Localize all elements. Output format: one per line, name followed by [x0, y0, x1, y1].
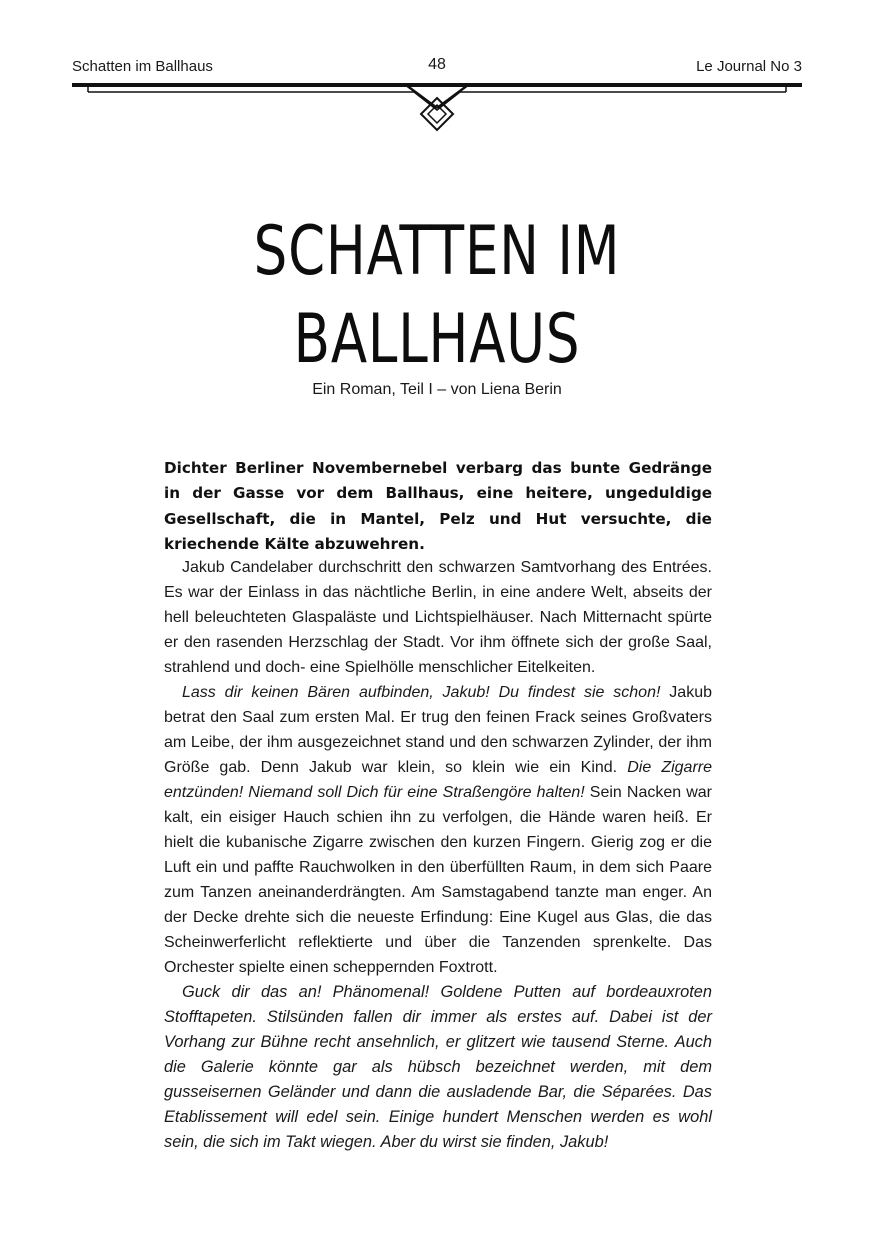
narration-1: Jakub betrat den Saal zum ersten Mal. Er trug den feinen Frack seines Großvaters am Leibe, der ihm ausgezeichnet stand und den schwarzen Zylinder, der ihm Größe gab. Denn Jakub war klein, so klein wie ein Kind. [164, 684, 712, 776]
title-line-1: SCHATTEN IM [253, 212, 621, 291]
narration-2: Sein Nacken war kalt, ein eisiger Hauch schien ihn zu verfolgen, die Hände waren heiß. Er hielt die kubanische Zigarre zwischen den kurzen Fingern. Gierig zog er die Luft ein und paffte Rauchwolken in den überfüllten Raum, in dem sich Paare zum Tanzen aneinanderdrängten. Am Samstagabend tanzte man enger. An der Decke drehte sich die neueste Erfindung: Eine Kugel aus Glas, die das Scheinwerferlicht reflektierte und über die Tanzenden sprenkelte. Das Orchester spielte einen scheppernden Foxtrott. [164, 784, 713, 976]
body-paragraph-3: Guck dir das an! Phänomenal! Goldene Putten auf bordeauxroten Stofftapeten. Stilsünden fallen dir immer als erstes auf. Dabei ist der Vorhang zur Bühne recht ansehnlich, er glitzert wie tausend Sterne. Auch die Galerie könnte gar als hübsch bezeichnet werden, mit dem gusseisernen Geländer und dann die ausladende Bar, die Séparées. Das Etablissement will edel sein. Einige hundert Menschen werden es wohl sein, die sich im Takt wiegen. Aber du wirst sie finden, Jakub! [164, 983, 712, 1151]
body-paragraph-1: Jakub Candelaber durchschritt den schwarzen Samtvorhang des Entrées. Es war der Einlass in das nächtliche Berlin, in eine andere Welt, abseits der hell beleuchteten Glaspaläste und Lichtspielhäuser. Nach Mitternacht spürte er den rasenden Herzschlag der Stadt. Vor ihm öffnete sich der große Saal, strahlend und doch- eine Spielhölle menschlicher Eitelkeiten. [164, 559, 712, 676]
art-deco-diamond-ornament-icon [0, 78, 874, 138]
inner-voice-2: Die Zigarre entzünden! Niemand soll Dich für eine Straßengöre halten! [164, 759, 712, 801]
lead-paragraph: Dichter Berliner Novembernebel verbarg das bunte Gedränge in der Gasse vor dem Ballhaus, eine heitere, ungeduldige Gesellschaft, die in Mantel, Pelz und Hut versuchte, die kriechende Kälte abzuwehren. [164, 459, 712, 553]
article-title [96, 208, 778, 384]
inner-voice-1: Lass dir keinen Bären aufbinden, Jakub! Du findest sie schon! [182, 684, 661, 701]
title-line-2: BALLHAUS [293, 300, 581, 379]
body-paragraph-2 [164, 680, 712, 980]
article-subtitle: Ein Roman, Teil I – von Liena Berin [312, 381, 562, 398]
article-body [164, 555, 712, 1155]
header-journal-name: Le Journal No 3 [696, 58, 802, 75]
page-number: 48 [428, 56, 446, 73]
header-book-title: Schatten im Ballhaus [72, 58, 213, 75]
